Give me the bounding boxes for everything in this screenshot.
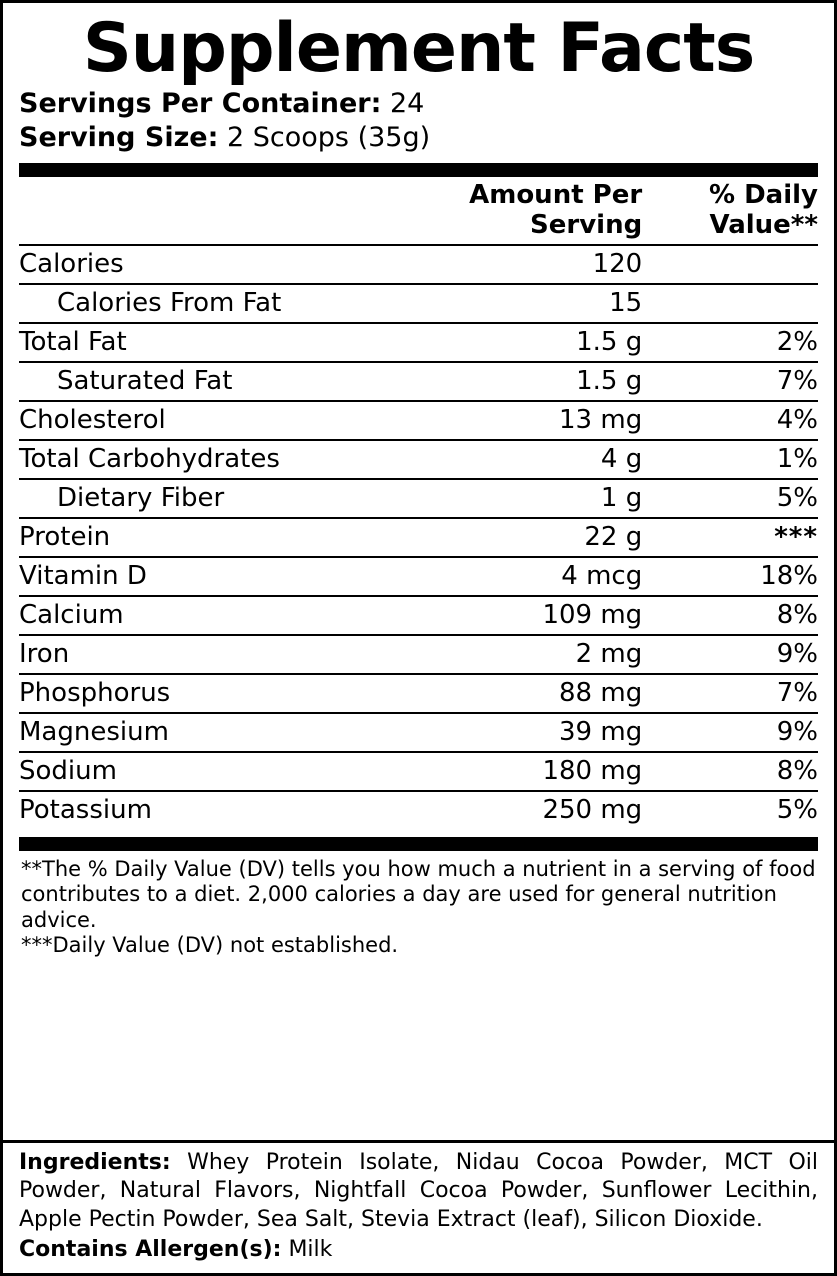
nutrient-amount: 120 [592,248,643,279]
footnote-not-established: ***Daily Value (DV) not established. [21,933,399,958]
nutrient-name: Dietary Fiber [19,479,387,518]
nutrient-daily-value: 8% [642,596,818,635]
serving-size-value: 2 Scoops (35g) [227,121,431,153]
nutrient-name: Sodium [19,752,387,791]
nutrient-daily-value: 5% [642,479,818,518]
table-row [19,674,818,713]
divider-thick-bottom [19,837,818,851]
ingredients-section [3,1140,834,1273]
nutrient-name: Magnesium [19,713,387,752]
nutrition-table [19,177,818,244]
allergen-text: Milk [288,1237,333,1263]
table-row [19,752,818,791]
nutrient-amount: 88 mg [387,674,643,713]
allergen-label: Contains Allergen(s): [19,1237,282,1263]
nutrient-daily-value [642,246,818,284]
serving-size-label: Serving Size: [19,121,219,153]
nutrient-amount: 109 mg [387,596,643,635]
nutrition-rows-table [19,246,818,829]
nutrient-amount: 15 [387,284,643,323]
nutrient-daily-value: 7% [642,674,818,713]
nutrient-daily-value: *** [642,518,818,557]
nutrient-amount: 2 mg [387,635,643,674]
footnotes [19,851,818,961]
nutrient-daily-value: 9% [642,713,818,752]
nutrient-name: Calories [19,248,124,279]
nutrient-daily-value: 8% [642,752,818,791]
nutrient-name: Saturated Fat [19,362,387,401]
table-row [19,284,818,323]
nutrient-daily-value: 2% [642,323,818,362]
nutrient-amount: 22 g [387,518,643,557]
nutrition-rows-body [19,246,818,829]
table-row [19,596,818,635]
servings-per-container [19,87,818,121]
header-blank [19,177,387,244]
nutrient-amount: 180 mg [387,752,643,791]
table-row [19,518,818,557]
footnote-daily-value: **The % Daily Value (DV) tells you how much a nutrient in a serving of food contributes to a diet. 2,000 calories a day are used for general nutrition advice. [21,856,816,932]
nutrient-name: Vitamin D [19,557,387,596]
header-daily-value: % Daily Value** [708,179,818,240]
header-amount-per-serving: Amount Per Serving [469,179,643,240]
nutrient-daily-value: 7% [642,362,818,401]
nutrient-name: Cholesterol [19,401,387,440]
ingredients-block [3,1140,834,1273]
nutrient-daily-value: 4% [642,401,818,440]
nutrient-amount: 1.5 g [387,323,643,362]
nutrient-daily-value: 5% [642,791,818,829]
nutrient-daily-value: 18% [642,557,818,596]
table-row [19,401,818,440]
nutrient-daily-value: 1% [642,440,818,479]
servings-per-container-value: 24 [389,88,425,119]
ingredients-label: Ingredients: [19,1149,171,1175]
nutrient-name: Total Fat [19,323,387,362]
nutrient-name: Phosphorus [19,674,387,713]
nutrient-name: Calories From Fat [19,284,387,323]
nutrient-amount: 1 g [387,479,643,518]
table-row [19,479,818,518]
table-row [19,635,818,674]
nutrient-amount: 4 g [387,440,643,479]
table-row [19,440,818,479]
nutrient-daily-value [642,284,818,323]
nutrient-amount: 250 mg [387,791,643,829]
nutrient-name: Potassium [19,791,387,829]
nutrient-name: Iron [19,635,387,674]
nutrient-amount: 4 mcg [387,557,643,596]
divider-thick-top [19,163,818,177]
table-header-row [19,177,818,244]
ingredients-line [19,1149,818,1235]
nutrient-name: Total Carbohydrates [19,440,387,479]
table-row [19,323,818,362]
table-row [19,557,818,596]
page-title: Supplement Facts [82,9,755,88]
ingredients-text: Whey Protein Isolate, Nidau Cocoa Powder, MCT Oil Powder, Natural Flavors, Nightfall Cocoa Powder, Sunflower Lecithin, Apple Pectin Powder, Sea Salt, Stevia Extract (leaf), Silicon Dioxide. [19,1149,818,1232]
nutrient-name: Protein [19,518,387,557]
nutrient-amount: 13 mg [387,401,643,440]
serving-size [19,121,818,155]
nutrient-daily-value: 9% [642,635,818,674]
nutrient-amount: 39 mg [387,713,643,752]
nutrient-amount: 1.5 g [387,362,643,401]
nutrition-table-body [19,177,818,244]
nutrient-name: Calcium [19,596,387,635]
table-row [19,246,818,284]
table-row [19,791,818,829]
table-row [19,362,818,401]
servings-per-container-label: Servings Per Container: [19,88,382,119]
facts-body [3,3,834,961]
allergen-line [19,1236,818,1265]
table-row [19,713,818,752]
